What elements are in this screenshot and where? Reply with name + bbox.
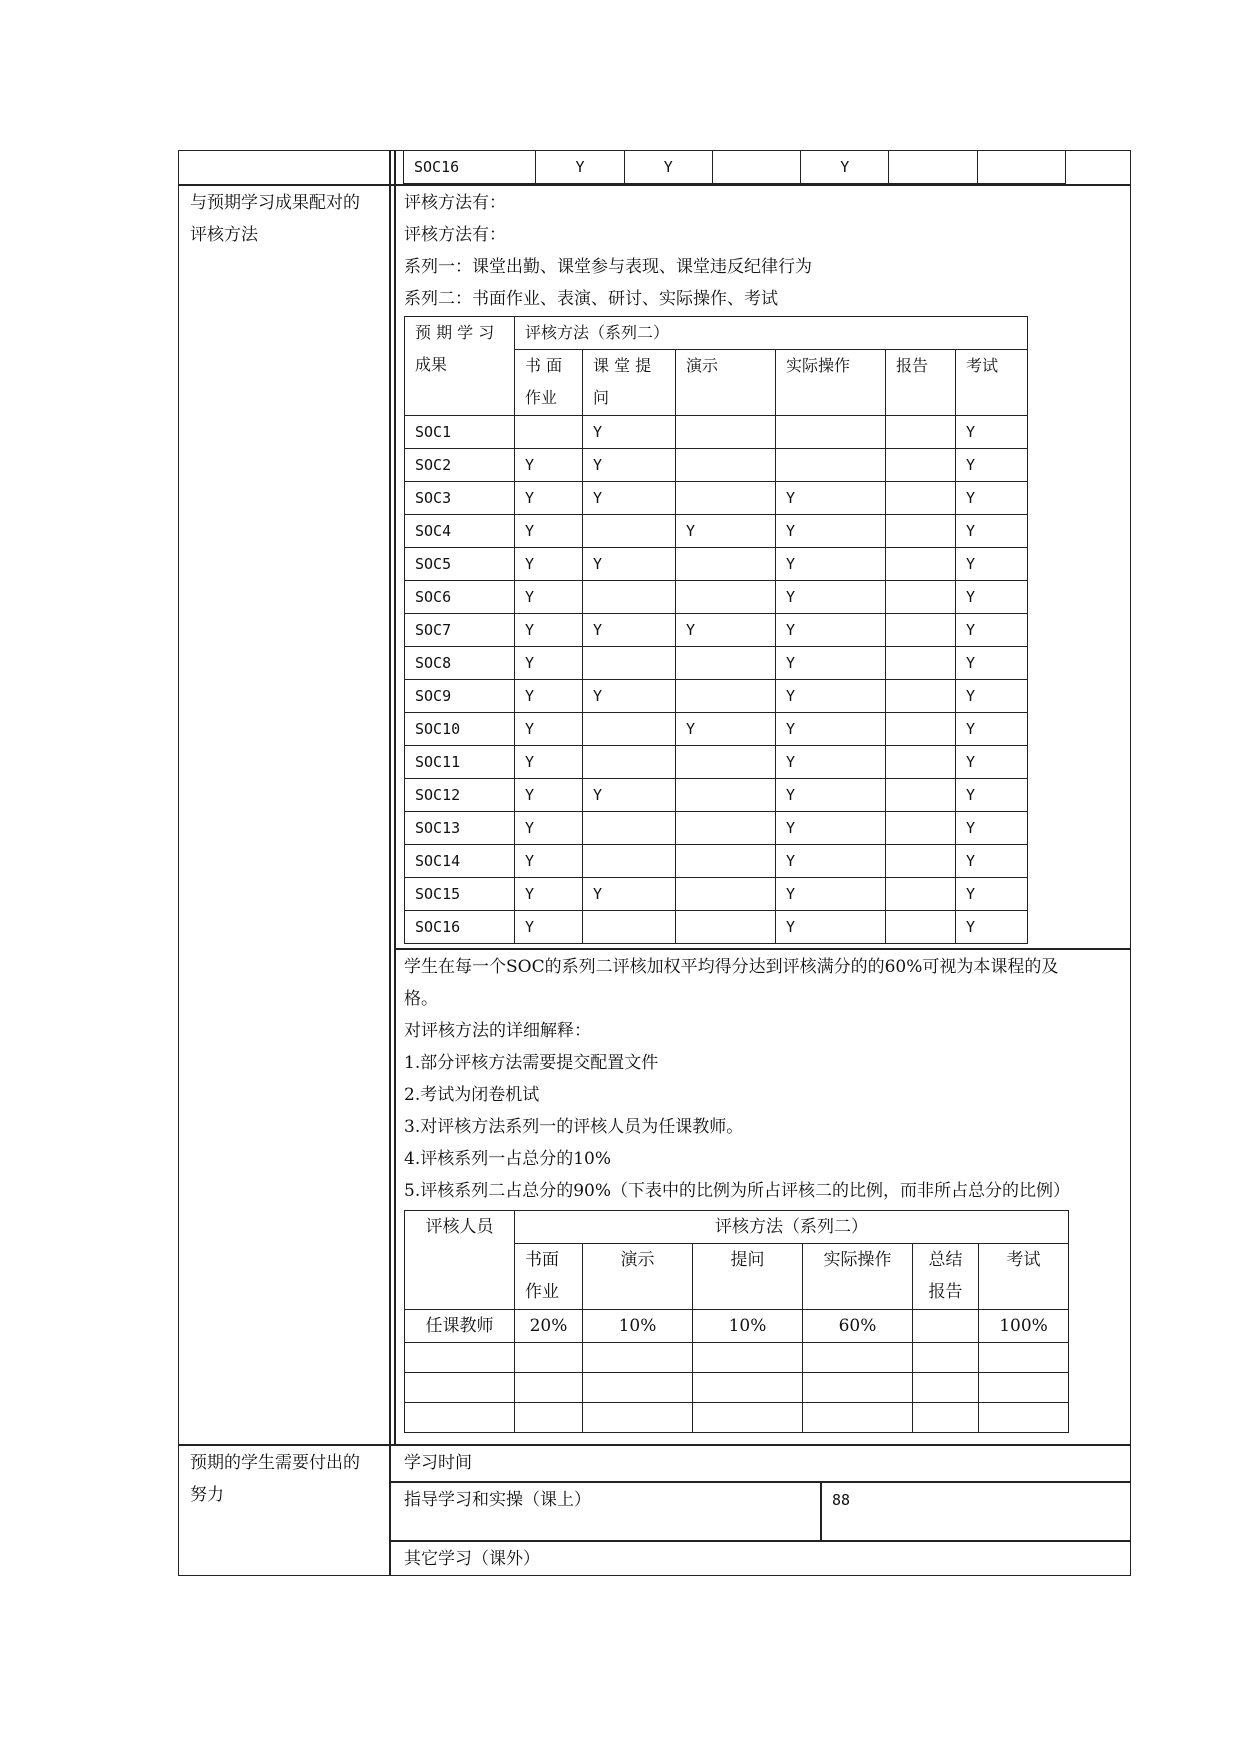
weight-cell <box>979 1403 1069 1433</box>
mark-cell <box>515 416 583 449</box>
weight-cell <box>693 1403 803 1433</box>
column-divider <box>389 150 391 1576</box>
pass-note-line1: 学生在每一个SOC的系列二评核加权平均得分达到评核满分的的60%可视为本课程的及 <box>404 957 1059 977</box>
weight-cell: 20% <box>515 1310 583 1343</box>
mark-cell <box>886 548 956 581</box>
mark-cell <box>583 746 676 779</box>
mark-cell <box>676 779 776 812</box>
assessment-label-line1: 与预期学习成果配对的 <box>190 193 360 213</box>
top-cell: Y <box>536 151 624 184</box>
assessor-name <box>405 1343 515 1373</box>
table-row <box>405 845 1028 878</box>
weight-cell <box>693 1343 803 1373</box>
mark-cell <box>886 812 956 845</box>
mark-cell: Y <box>583 449 676 482</box>
row-divider <box>178 1444 1131 1446</box>
table-row <box>405 911 1028 944</box>
mark-cell: Y <box>956 845 1028 878</box>
effort-label-line2: 努力 <box>190 1485 224 1505</box>
explain-line: 2.考试为闭卷机试 <box>404 1085 540 1105</box>
column-header: 演示 <box>676 350 776 416</box>
assessment-label-line2: 评核方法 <box>190 225 258 245</box>
soc-label: SOC8 <box>405 647 515 680</box>
weight-cell <box>693 1373 803 1403</box>
mark-cell <box>676 845 776 878</box>
mark-cell: Y <box>956 449 1028 482</box>
soc-label: SOC2 <box>405 449 515 482</box>
column-header: 总结 报告 <box>913 1244 979 1310</box>
mark-cell: Y <box>583 878 676 911</box>
explain-line: 1.部分评核方法需要提交配置文件 <box>404 1053 659 1073</box>
row-divider <box>394 948 1131 950</box>
weight-cell: 60% <box>803 1310 913 1343</box>
mark-cell <box>676 680 776 713</box>
pass-note-line2: 格。 <box>404 989 438 1009</box>
mark-cell: Y <box>676 614 776 647</box>
mark-cell: Y <box>515 878 583 911</box>
mark-cell <box>583 515 676 548</box>
assessor-rows <box>405 1310 1069 1433</box>
mark-cell: Y <box>776 713 886 746</box>
mark-cell: Y <box>956 812 1028 845</box>
top-cell <box>977 151 1065 184</box>
mark-cell: Y <box>515 713 583 746</box>
weight-cell <box>913 1403 979 1433</box>
guided-study-label: 指导学习和实操（课上） <box>404 1490 591 1510</box>
mark-cell <box>676 878 776 911</box>
table-row <box>405 746 1028 779</box>
mark-cell <box>886 878 956 911</box>
mark-cell <box>886 680 956 713</box>
assessor-name <box>405 1403 515 1433</box>
mark-cell: Y <box>956 548 1028 581</box>
weight-cell <box>913 1373 979 1403</box>
weight-cell <box>803 1343 913 1373</box>
inner-column-divider <box>394 150 396 1445</box>
mark-cell: Y <box>515 482 583 515</box>
weight-cell: 100% <box>979 1310 1069 1343</box>
column-header: 提问 <box>693 1244 803 1310</box>
column-header: 实际操作 <box>803 1244 913 1310</box>
study-time-label: 学习时间 <box>404 1453 472 1473</box>
weight-cell <box>803 1403 913 1433</box>
mark-cell: Y <box>776 647 886 680</box>
mark-cell: Y <box>776 746 886 779</box>
table-row <box>405 515 1028 548</box>
weight-cell <box>515 1373 583 1403</box>
mark-cell <box>886 449 956 482</box>
top-cell <box>889 151 977 184</box>
column-header: 考试 <box>956 350 1028 416</box>
explain-line: 3.对评核方法系列一的评核人员为任课教师。 <box>404 1117 744 1137</box>
mark-cell: Y <box>583 680 676 713</box>
mark-cell <box>886 647 956 680</box>
mark-cell <box>886 515 956 548</box>
soc-label: SOC6 <box>405 581 515 614</box>
mark-cell <box>886 713 956 746</box>
assessor-name: 任课教师 <box>405 1310 515 1343</box>
mark-cell: Y <box>515 680 583 713</box>
mark-cell <box>886 614 956 647</box>
mark-cell: Y <box>956 614 1028 647</box>
mark-cell: Y <box>776 845 886 878</box>
mark-cell <box>676 746 776 779</box>
mark-cell: Y <box>956 713 1028 746</box>
other-study-label: 其它学习（课外） <box>404 1549 540 1569</box>
mark-cell: Y <box>776 680 886 713</box>
mark-cell <box>676 449 776 482</box>
weight-cell <box>583 1403 693 1433</box>
top-cell: Y <box>801 151 889 184</box>
soc-assessment-table <box>404 316 1028 944</box>
group-header: 评核方法（系列二） <box>515 317 1028 350</box>
mark-cell: Y <box>515 647 583 680</box>
mark-cell: Y <box>776 482 886 515</box>
top-row-table <box>403 150 1066 184</box>
weight-cell <box>979 1343 1069 1373</box>
top-cell: Y <box>624 151 712 184</box>
weight-cell <box>583 1373 693 1403</box>
corner-header <box>405 317 515 416</box>
table-row <box>405 1403 1069 1433</box>
assessor-name <box>405 1373 515 1403</box>
table-row <box>405 416 1028 449</box>
weight-cell <box>515 1343 583 1373</box>
column-header: 课 堂 提 问 <box>583 350 676 416</box>
table-row <box>405 548 1028 581</box>
column-header: 考试 <box>979 1244 1069 1310</box>
mark-cell: Y <box>515 548 583 581</box>
mark-cell: Y <box>515 614 583 647</box>
mark-cell: Y <box>776 812 886 845</box>
weight-cell <box>913 1343 979 1373</box>
mark-cell <box>776 416 886 449</box>
mark-cell: Y <box>515 911 583 944</box>
weight-cell <box>583 1343 693 1373</box>
soc-label: SOC9 <box>405 680 515 713</box>
table-row <box>405 1373 1069 1403</box>
corner-header-line2: 成果 <box>415 355 448 374</box>
assessor-header: 评核人员 <box>405 1211 515 1310</box>
cell-divider <box>820 1481 822 1540</box>
table-row <box>405 1310 1069 1343</box>
table-row <box>405 713 1028 746</box>
table-row <box>405 581 1028 614</box>
mark-cell: Y <box>776 515 886 548</box>
mark-cell: Y <box>956 779 1028 812</box>
mark-cell <box>886 911 956 944</box>
soc-label: SOC10 <box>405 713 515 746</box>
mark-cell <box>583 713 676 746</box>
soc-rows <box>405 416 1028 944</box>
weight-cell <box>913 1310 979 1343</box>
explain-line: 4.评核系列一占总分的10% <box>404 1149 612 1169</box>
mark-cell: Y <box>515 845 583 878</box>
column-header: 演示 <box>583 1244 693 1310</box>
mark-cell <box>583 647 676 680</box>
table-row <box>405 449 1028 482</box>
mark-cell: Y <box>515 779 583 812</box>
soc-label: SOC15 <box>405 878 515 911</box>
table-row <box>405 680 1028 713</box>
group-header: 评核方法（系列二） <box>515 1211 1069 1244</box>
assessment-line: 系列一：课堂出勤、课堂参与表现、课堂违反纪律行为 <box>404 257 812 277</box>
mark-cell: Y <box>776 614 886 647</box>
mark-cell <box>886 746 956 779</box>
mark-cell: Y <box>776 878 886 911</box>
assessment-line: 评核方法有： <box>404 193 506 213</box>
assessor-weight-table <box>404 1210 1069 1433</box>
explain-line: 对评核方法的详细解释： <box>404 1021 591 1041</box>
assessment-line: 系列二：书面作业、表演、研讨、实际操作、考试 <box>404 289 778 309</box>
mark-cell: Y <box>515 746 583 779</box>
soc-label: SOC13 <box>405 812 515 845</box>
mark-cell: Y <box>583 482 676 515</box>
table-row <box>405 878 1028 911</box>
assessment-line: 评核方法有： <box>404 225 506 245</box>
soc-label: SOC16 <box>405 911 515 944</box>
soc-label: SOC3 <box>405 482 515 515</box>
mark-cell <box>676 911 776 944</box>
mark-cell <box>886 779 956 812</box>
table-row <box>405 614 1028 647</box>
mark-cell: Y <box>515 812 583 845</box>
soc-label: SOC14 <box>405 845 515 878</box>
column-header: 书 面 作业 <box>515 350 583 416</box>
row-divider <box>389 1481 1131 1483</box>
mark-cell: Y <box>583 416 676 449</box>
column-header: 报告 <box>886 350 956 416</box>
mark-cell: Y <box>776 911 886 944</box>
table-row <box>405 647 1028 680</box>
mark-cell: Y <box>956 482 1028 515</box>
weight-cell: 10% <box>583 1310 693 1343</box>
weight-cell <box>803 1373 913 1403</box>
mark-cell: Y <box>776 779 886 812</box>
row-divider <box>178 184 1131 186</box>
soc-label: SOC12 <box>405 779 515 812</box>
column-header: 实际操作 <box>776 350 886 416</box>
mark-cell: Y <box>583 548 676 581</box>
mark-cell: Y <box>676 515 776 548</box>
mark-cell: Y <box>776 581 886 614</box>
mark-cell <box>676 416 776 449</box>
mark-cell <box>676 482 776 515</box>
mark-cell <box>886 845 956 878</box>
top-cell <box>712 151 800 184</box>
mark-cell: Y <box>776 548 886 581</box>
explain-line: 5.评核系列二占总分的90%（下表中的比例为所占评核二的比例，而非所占总分的比例） <box>404 1181 1071 1201</box>
weight-cell: 10% <box>693 1310 803 1343</box>
mark-cell: Y <box>956 878 1028 911</box>
effort-label-line1: 预期的学生需要付出的 <box>190 1453 360 1473</box>
mark-cell: Y <box>515 581 583 614</box>
mark-cell <box>776 449 886 482</box>
mark-cell <box>886 416 956 449</box>
mark-cell: Y <box>956 746 1028 779</box>
mark-cell: Y <box>956 515 1028 548</box>
mark-cell <box>676 581 776 614</box>
mark-cell <box>886 482 956 515</box>
mark-cell <box>583 911 676 944</box>
soc-label: SOC11 <box>405 746 515 779</box>
mark-cell <box>886 581 956 614</box>
mark-cell <box>676 812 776 845</box>
mark-cell: Y <box>956 581 1028 614</box>
soc-label: SOC1 <box>405 416 515 449</box>
mark-cell <box>583 581 676 614</box>
guided-study-hours: 88 <box>832 1491 851 1509</box>
weight-cell <box>515 1403 583 1433</box>
soc-label: SOC7 <box>405 614 515 647</box>
soc-label: SOC4 <box>405 515 515 548</box>
mark-cell <box>676 647 776 680</box>
corner-header-line1: 预 期 学 习 <box>415 323 495 342</box>
mark-cell: Y <box>583 614 676 647</box>
mark-cell: Y <box>956 416 1028 449</box>
soc-label: SOC5 <box>405 548 515 581</box>
mark-cell: Y <box>956 911 1028 944</box>
table-row <box>405 779 1028 812</box>
weight-cell <box>979 1373 1069 1403</box>
mark-cell <box>583 812 676 845</box>
table-row <box>405 482 1028 515</box>
table-row <box>405 812 1028 845</box>
table-row <box>405 1343 1069 1373</box>
mark-cell: Y <box>515 449 583 482</box>
mark-cell: Y <box>583 779 676 812</box>
row-divider <box>389 1540 1131 1542</box>
mark-cell <box>583 845 676 878</box>
mark-cell: Y <box>956 647 1028 680</box>
mark-cell <box>676 548 776 581</box>
mark-cell: Y <box>956 680 1028 713</box>
mark-cell: Y <box>676 713 776 746</box>
mark-cell: Y <box>515 515 583 548</box>
column-header: 书面 作业 <box>515 1244 583 1310</box>
top-cell: SOC16 <box>404 151 536 184</box>
